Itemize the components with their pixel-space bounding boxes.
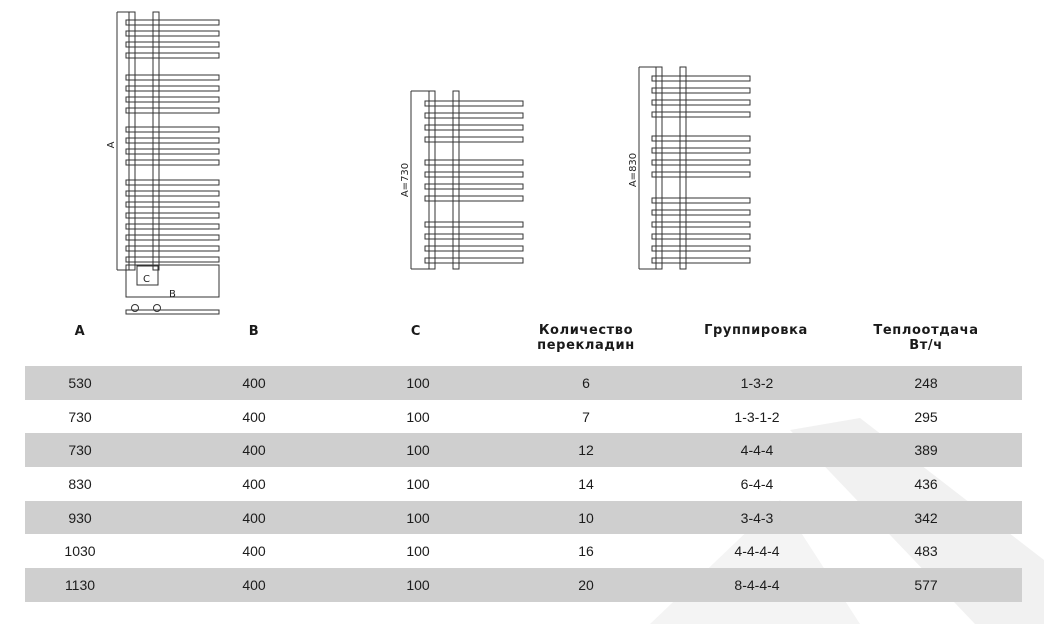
crossbar	[652, 136, 750, 141]
cell-a: 1130	[64, 577, 96, 594]
cell-bars: 12	[578, 442, 594, 459]
table-row	[25, 501, 1022, 535]
cell-grouping: 1-3-2	[740, 375, 774, 391]
cell-heat: 577	[914, 577, 938, 594]
cell-grouping: 6-4-4	[740, 476, 774, 493]
cell-b: 400	[242, 442, 266, 459]
cell-a: 930	[68, 509, 92, 526]
cell-heat: 342	[914, 509, 938, 526]
cell-b: 400	[242, 375, 266, 391]
cell-b: 400	[242, 476, 266, 493]
crossbar	[425, 258, 523, 263]
cell-b: 400	[242, 408, 266, 425]
crossbar	[126, 246, 219, 251]
crossbar	[652, 210, 750, 215]
crossbar	[425, 172, 523, 177]
header-heat-output: Теплоотдача Вт/ч	[873, 323, 979, 353]
crossbar	[425, 222, 523, 227]
crossbar	[126, 31, 219, 36]
cell-bars: 6	[582, 375, 590, 391]
crossbar	[652, 198, 750, 203]
cell-grouping: 8-4-4-4	[734, 577, 780, 594]
cell-a: 530	[68, 375, 92, 391]
crossbar	[652, 100, 750, 105]
crossbar	[126, 42, 219, 47]
cell-heat: 295	[914, 408, 938, 425]
crossbar	[652, 234, 750, 239]
radiator-drawing-830	[639, 67, 750, 269]
crossbar	[126, 149, 219, 154]
crossbar	[126, 202, 219, 207]
table-row	[25, 433, 1022, 467]
cell-grouping: 1-3-1-2	[734, 408, 780, 425]
crossbar	[126, 53, 219, 58]
radiator-drawing-tall	[117, 12, 219, 314]
crossbar	[126, 86, 219, 91]
crossbar	[652, 222, 750, 227]
table-row	[25, 534, 1022, 568]
header-c: C	[410, 324, 422, 339]
table-row	[25, 366, 1022, 400]
cell-c: 100	[406, 543, 430, 560]
cell-a: 730	[68, 442, 92, 459]
crossbar	[652, 88, 750, 93]
crossbar	[126, 97, 219, 102]
specs-table	[25, 366, 1022, 602]
cell-a: 830	[68, 476, 92, 493]
crossbar	[126, 235, 219, 240]
header-a: A	[74, 324, 86, 339]
crossbar	[425, 101, 523, 106]
crossbar	[652, 76, 750, 81]
table-header	[0, 318, 1044, 366]
crossbar	[126, 160, 219, 165]
cell-heat: 248	[914, 375, 938, 391]
dimension-label-c: C	[143, 274, 150, 285]
crossbar	[425, 196, 523, 201]
crossbar	[126, 75, 219, 80]
dimension-label-a: A	[106, 141, 117, 149]
table-row	[25, 467, 1022, 501]
cell-heat: 389	[914, 442, 938, 459]
cell-a: 730	[68, 408, 92, 425]
crossbar	[126, 213, 219, 218]
cell-c: 100	[406, 442, 430, 459]
cell-grouping: 4-4-4	[740, 442, 774, 459]
cell-bars: 20	[578, 577, 594, 594]
crossbar	[126, 257, 219, 262]
crossbar	[126, 191, 219, 196]
cell-b: 400	[242, 577, 266, 594]
crossbar	[425, 246, 523, 251]
crossbar	[425, 113, 523, 118]
crossbar	[652, 160, 750, 165]
crossbar	[652, 258, 750, 263]
radiator-drawing-730	[411, 91, 523, 269]
crossbar	[425, 125, 523, 130]
crossbar	[425, 184, 523, 189]
cell-c: 100	[406, 577, 430, 594]
cell-c: 100	[406, 476, 430, 493]
table-row	[25, 568, 1022, 602]
table-row	[25, 400, 1022, 434]
cell-heat: 483	[914, 543, 938, 560]
dimension-label-b: B	[169, 289, 176, 300]
header-b: B	[248, 324, 260, 339]
header-bar-count: Количество перекладин	[537, 323, 635, 353]
dimension-label-a830: A=830	[628, 152, 639, 188]
cell-a: 1030	[64, 543, 96, 560]
cell-c: 100	[406, 509, 430, 526]
cell-c: 100	[406, 375, 430, 391]
cell-c: 100	[406, 408, 430, 425]
crossbar	[652, 172, 750, 177]
crossbar	[126, 180, 219, 185]
crossbar	[425, 160, 523, 165]
crossbar	[126, 20, 219, 25]
crossbar	[652, 112, 750, 117]
crossbar	[652, 148, 750, 153]
crossbar	[425, 137, 523, 142]
crossbar	[425, 234, 523, 239]
cell-b: 400	[242, 509, 266, 526]
crossbar	[126, 224, 219, 229]
cell-bars: 16	[578, 543, 594, 560]
cell-b: 400	[242, 543, 266, 560]
crossbar	[652, 246, 750, 251]
dimension-label-a730: A=730	[400, 162, 411, 198]
header-grouping: Группировка	[704, 323, 808, 338]
cell-heat: 436	[914, 476, 938, 493]
crossbar	[126, 138, 219, 143]
cell-bars: 10	[578, 509, 594, 526]
crossbar	[126, 108, 219, 113]
cell-bars: 14	[578, 476, 594, 493]
cell-grouping: 3-4-3	[740, 509, 774, 526]
cell-bars: 7	[582, 408, 590, 425]
cell-grouping: 4-4-4-4	[734, 543, 780, 560]
crossbar	[126, 127, 219, 132]
